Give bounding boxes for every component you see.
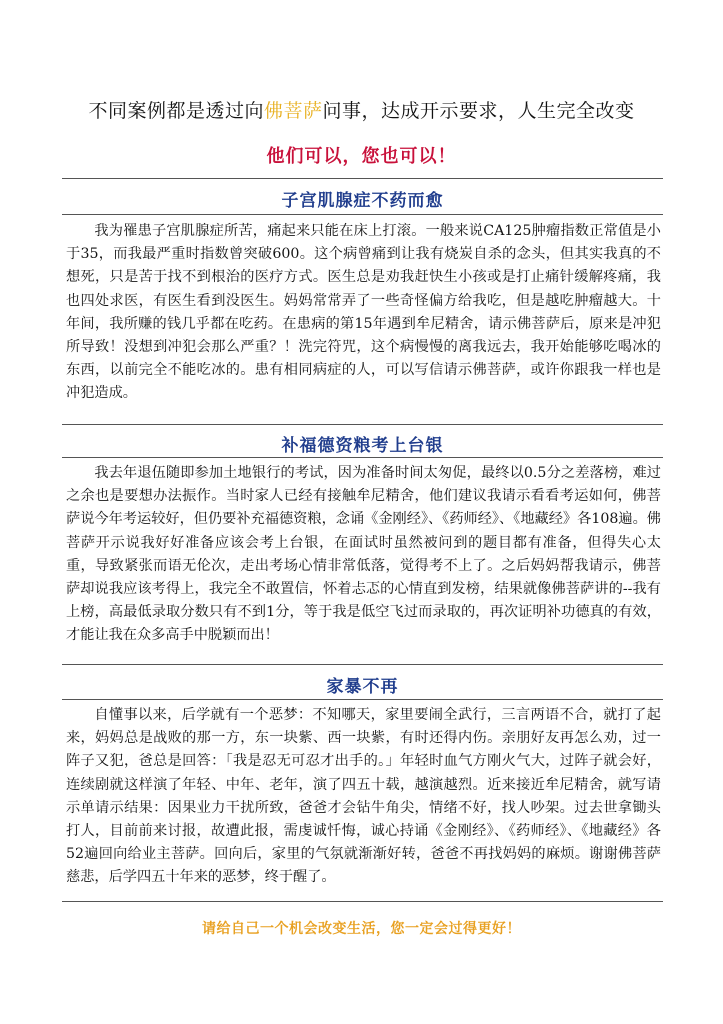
subtitle: 他们可以，您也可以！ <box>266 146 457 167</box>
divider <box>62 424 663 425</box>
section-body-uterine: 我为罹患子宫肌腺症所苦，痛起来只能在床上打滚。一般来说CA125肿瘤指数正常值是小于35，而我最严重时指数曾突破600。这个病曾痛到让我有烧炭自杀的念头，但其实我真的不想死，只是苦于找不到根治的医疗方式。医生总是劝我赶快生小孩或是打止痛针缓解疼痛，我也四处求医，有医生看到没医生。妈妈常常弄了一些奇怪偏方给我吃，但是越吃肿瘤越大。十年间，我所赚的钱几乎都在吃药。在患病的第15年遇到牟尼精舍，请示佛菩萨后，原来是冲犯所导致！没想到冲犯会那么严重？！洗完符咒，这个病慢慢的离我远去，我开始能够吃喝冰的东西，以前完全不能吃冰的。患有相同病症的人，可以写信请示佛菩萨，或许你跟我一样也是冲犯造成。 <box>66 223 661 402</box>
section-heading-exam: 补福德资粮考上台银 <box>281 436 444 456</box>
section-heading-domestic: 家暴不再 <box>326 677 399 697</box>
divider <box>62 178 663 179</box>
section-body-exam: 我去年退伍随即参加土地银行的考试，因为准备时间太匆促，最终以0.5分之差落榜，难过之余也是要想办法振作。当时家人已经有接触牟尼精舍，他们建议我请示看看考运如何，佛菩萨说今年考运较好，但仍要补充福德资粮，念诵《金刚经》、《药师经》、《地藏经》各108遍。佛菩萨开示说我好好准备应该会考上台银，在面试时虽然被问到的题目都有准备，但得失心太重，导致紧张而语无伦次，走出考场心情非常低落，觉得考不上了。之后妈妈帮我请示，佛菩萨却说我应该考得上，我完全不敢置信，怀着忐忑的心情直到发榜，结果就像佛菩萨讲的--我有上榜，高最低录取分数只有不到1分，等于我是低空飞过而录取的，再次证明补功德真的有效，才能让我在众多高手中脱颖而出！ <box>66 465 661 644</box>
main-title-before: 不同案例都是透过向 <box>88 100 264 122</box>
divider <box>62 699 663 700</box>
divider <box>62 457 663 458</box>
divider <box>62 214 663 215</box>
main-title-highlight: 佛菩萨 <box>263 100 323 122</box>
divider <box>62 664 663 665</box>
section-heading-uterine: 子宫肌腺症不药而愈 <box>281 191 444 211</box>
section-body-domestic: 自懂事以来，后学就有一个恶梦：不知哪天，家里要闹全武行，三言两语不合，就打了起来，妈妈总是战败的那一方，东一块紫、西一块紫，有时还得内伤。亲朋好友再怎么劝，过一阵子又犯，爸总是回答：「我是忍无可忍才出手的。」年轻时血气方刚火气大，过阵子就会好，连续剧就这样演了年轻、中年、老年，演了四五十载，越演越烈。近来接近牟尼精舍，就写请示单请示结果：因果业力干扰所致，爸爸才会钻牛角尖，情绪不好，找人吵架。过去世拿锄头打人，目前前来讨报，故遭此报，需虔诚忏悔，诚心持诵《金刚经》、《药师经》、《地藏经》各52遍回向给业主菩萨。回向后，家里的气氛就渐渐好转，爸爸不再找妈妈的麻烦。谢谢佛菩萨慈悲，后学四五十年来的恶梦，终于醒了。 <box>66 707 661 886</box>
main-title <box>0 96 723 123</box>
main-title-after: 问事，达成开示要求，人生完全改变 <box>322 100 635 122</box>
divider <box>62 901 663 902</box>
footer-slogan: 请给自己一个机会改变生活，您一定会过得更好！ <box>202 921 521 937</box>
